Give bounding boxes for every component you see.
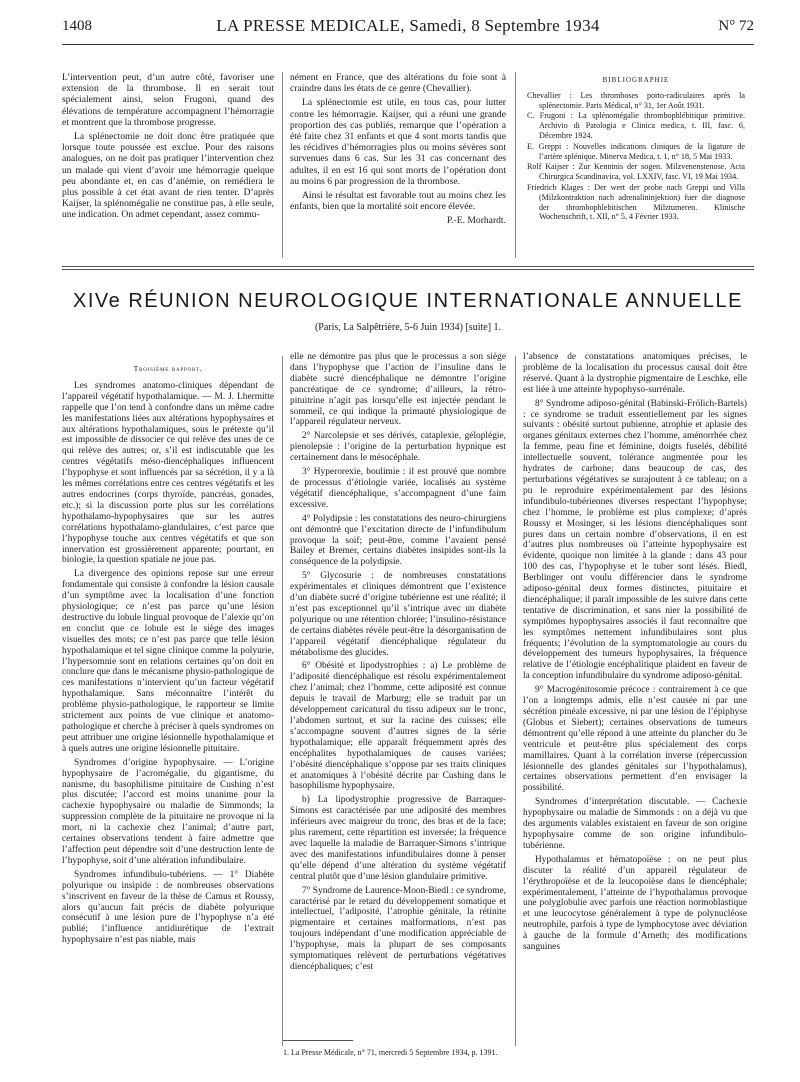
paragraph: 6° Obésité et lipodystrophies : a) Le problème de l’adiposité diencéphalique est résolu expérimentalement chez l’animal; chez l’homme, cette adiposité est connue depuis le travail de Marburg; elle se traduit par un développement caricatural du tissu adipeux sur le tronc, l’abdomen surtout, et sur la racine des cuisses; elle s’accompagne souvent d’autres signes de la série hypothalamique; elle apparaît fréquemment après des encéphalites hypothalamiques de causes variées; l’obésité diencéphalique s’oppose par ses traits cliniques et anatomiques à l’obésité décrite par Cushing dans le basophilisme hypophysaire. [290,661,506,792]
paragraph: elle ne démontre pas plus que le processus a son siège dans l’hypophyse que l’action de l’insuline dans le diabète sucré diencéphalique ne démontre l’origine pancréatique de ce syndrome; d’ailleurs, la rétro-pituitrine n’agit pas lorsqu’elle est injectée pendant le sommeil, ce qui indique la primauté physiologique de l’appareil régulateur nerveux. [290,352,506,428]
paragraph: L’intervention peut, d’un autre côté, favoriser une extension de la thrombose. Il en serait tout spécialement ainsi, selon Frugoni, quand des élévations de température accompagnent l’hémorragie et montrent que la thrombose progresse. [62,72,274,128]
article-column-2 [290,352,506,976]
paragraph: 4° Polydipsie : les constatations des neuro-chirurgiens ont démontré que l’excitation directe de l’infundibulum provoque la soif; peut-être, comme l’avaient pensé Bailey et Bremer, certains diabètes insipides sont-ils la conséquence de la polydipsie. [290,513,506,568]
column-divider [282,356,283,1046]
paragraph: 3° Hyperorexie, boulimie : il est prouvé que nombre de processus d’étiologie variée, localisés au système végétatif diencéphalique, s’accompagnent d’une faim excessive. [290,467,506,510]
article-subtitle: (Paris, La Salpêtrière, 5-6 Juin 1934) [suite] 1. [314,322,502,333]
top-column-2 [290,72,506,227]
journal-title: LA PRESSE MEDICALE, Samedi, 8 Septembre 1934 [216,16,600,35]
bibliography-entry: Friedrich Klages : Der wert der probe nach Greppi und Villa (Milzkontraktion nach adrenalininjektion) fuer die diagnose der thrombophlebitischen Milztumeren. Klinische Wochenschrift, t. XII, n° 5, 4 Février 1933. [527,182,745,222]
paragraph: 2° Narcolepsie et ses dérivés, cataplexie, géloplégie, pienolepsie : l’origine de la perturbation hypnique est certainement dans le mésocéphale. [290,431,506,464]
section-rule [62,269,754,270]
paragraph: La splénectomie est utile, en tous cas, pour lutter contre les hémorragie. Kaijser, qui a réuni une grande proportion des cas publiés, remarque que l’opération a été faite chez 31 enfants et que 4 sont morts tandis que les récidives d’hémorragies plus ou moins sévères sont survenues dans 6 cas. Sur les 31 cas concernant des adultes, il en est 16 qui sont morts de l’opération dont au moins 6 par progression de la thrombose. [290,97,506,187]
footnote-rule [283,1040,353,1041]
paragraph: 5° Glycosurie : de nombreuses constatations expérimentales et cliniques démontrent que l’existence d’un diabète sucré d’origine tubérienne est une réalité; il n’est pas exceptionnel qu’il s’intrique avec un diabète polyurique ou une rétention chlorée; l’insulino-résistance de certains diabètes révèle peut-être la désorganisation de l’appareil végétatif diencéphalique régulateur du métabolisme des glucides. [290,571,506,658]
footnote: 1. La Presse Médicale, n° 71, mercredi 5 Septembre 1934, p. 1391. [283,1048,498,1057]
paragraph: l’absence de constatations anatomiques précises, le problème de la localisation du processus causal doit être réservé. Quant à la dystrophie pigmentaire de Leschke, elle est liée à une atteinte hypophyso-surrénale. [523,352,747,395]
paragraph: Ainsi le résultat est favorable tout au moins chez les enfants, bien que la mortalité soit encore élevée. [290,190,506,213]
paragraph: Les syndromes anatomo-cliniques dépendant de l’appareil végétatif hypothalamique. — M. J. Lhermitte rappelle que l’on tend à confondre dans un même cadre les manifestations liées aux altérations hypophysaires et aux altérations hypothalamiques, sous le prétexte qu’il est impossible de dissocier ce qui relève des unes de ce qui relève des autres; or, s’il est indiscutable que les centres végétatifs méso-diencéphaliques influencent l’hypophyse et sont influencés par sa sécrétion, il y a là les mêmes corrélations entre ces centres végétatifs et les autres endocrines (corps thyroïde, pancréas, gonades, etc.); si la discussion porte plus sur les corrélations hypothalamo-hypophysaires que sur les autres corrélations hypothalamo-glandulaires, c’est parce que l’hypophyse touche aux centres végétatifs et que son innervation est grossièrement apparente; pourtant, en biologie, la question spatiale ne joue pas. [62,380,274,566]
paragraph: Hypothalamus et hématopoïèse : on ne peut plus discuter la réalité d’un appareil régulateur de l’érythropoïèse et de la leucopoïèse dans le diencéphale; expérimentalement, l’atteinte de l’hypothalamus provoque une polyglobulie avec parfois une réaction normoblastique et une leucocytose généralement à type de polynucléose neutrophile, parfois à type de lymphocytose avec déviation à gauche de la formule d’Arneth; des modifications sanguines [523,854,747,953]
column-divider [282,72,283,258]
article-title: XIVe RÉUNION NEUROLOGIQUE INTERNATIONALE ANNUELLE [73,290,743,312]
paragraph: Syndromes d’origine hypophysaire. — L’origine hypophysaire de l’acromégalie, du gigantisme, du nanisme, du basophilisme pituitaire de Cushing n’est plus discutée; l’accord est moins unanime pour la cachexie hypophysaire ou maladie de Simmonds; la suppression complète de la pituitaire ne provoque ni la mort, ni la cachexie chez l’animal; d’autre part, certaines observations tendent à faire admettre que l’affection peut dépendre soit d’une destruction lente de l’hypophyse, soit d’une altération infundibulaire. [62,757,274,866]
paragraph: Syndromes d’interprétation discutable. — Cachexie hypophysaire ou maladie de Simmonds : on a déjà vu que des arguments valables existaient en faveur de son origine hypophysaire comme de son origine infundibulo-tubérienne. [523,797,747,851]
paragraph: 8° Syndrome adiposo-génital (Babinski-Frölich-Bartels) : ce syndrome se traduit essentiellement par les signes suivants : obésité surtout pubienne, atrophie et aplasie des organes génitaux externes chez l’homme, aménorrhée chez la femme, peau fine et féminine, doigts fuselés, débilité intellectuelle souvent, tolérance augmentée pour les hydrates de carbone; dans beaucoup de cas, des perturbations végétatives se surajoutent à ce tableau; on a pu le reproduire expérimentalement par des lésions infundibulo-tubériennes diverses respectant l’hypophyse; chez l’homme, le problème est plus complexe; d’après Roussy et Mosinger, si les lésions diencéphaliques sont pures dans un certain nombre d’observations, il en est d’autres plus nombreuses où l’atteinte hypophysaire est évidente, quoique non limitée à la glande : dans 43 pour 100 des cas, l’hypophyse et le tuber sont lésés. Biedl, Berblinger ont voulu différencier dans le syndrome adiposo-génital deux formes distinctes, pituitaire et diencéphalique; il paraît impossible de les suivre dans cette tentative de discrimination, et sans nier la possibilité de symptômes hypophysaires associés il faut reconnaître que les symptômes nettement infundibulaires sont plus fréquents; l’évolution de la symptomatologie au cours du développement des tumeurs hypophysaires, la fréquence relative de l’étiologie encéphalitique plaident en faveur de la conception infundibulaire du syndrome adiposo-génital. [523,398,747,682]
author-signature: P.-E. Morhardt. [446,215,506,227]
bibliography [527,76,745,223]
column-divider [515,356,516,1046]
paragraph: 7° Syndrome de Laurence-Moon-Biedl : ce syndrome, caractérisé par le retard du développement somatique et intellectuel, l’adiposité, l’atrophie génitale, la rétinite pigmentaire et certaines malformations, n’est pas toujours indépendant d’une modification appréciable de l’hypophyse, mais la plupart de ses composants symptomatiques relèvent de perturbations végétatives diencéphaliques; c’est [290,885,506,972]
column-divider [515,72,516,258]
article-column-1 [62,364,274,949]
page-number: 1408 [62,18,92,34]
bibliography-entry: Rolf Kaijser : Zur Kenntnis der sogen. Milzvenenstenose. Acta Chirurgica Scandinavica, vol. LXXIV, fasc. VI, 19 Mai 1934. [527,162,745,182]
paragraph: nément en France, que des altérations du foie sont à craindre dans les états de ce genre (Chevallier). [290,72,506,95]
article-column-3 [523,352,747,956]
top-column-1 [62,72,274,224]
page-header [62,16,754,38]
bibliography-heading: BIBLIOGRAPHIE [602,76,670,84]
paragraph: 9° Macrogénitosomie précoce : contrairement à ce que l’on a longtemps admis, elle n’est causée ni par une sécrétion pinéale excessive, ni par une lésion de l’épiphyse (Globus et Siebert); certaines observations de tumeurs démontrent qu’elle répond à une atteinte du plancher du 3e ventricule et peut-être plus spécialement des corps mamillaires. Quant à la corrélation inverse (répercussion lésionnelle des glandes génitales sur l’hypothalamus), certaines observations permettent d’en envisager la possibilité. [523,685,747,794]
header-rule [62,44,754,45]
paragraph: La splénectomie ne doit donc être pratiquée que lorsque toute poussée est exclue. Pour des raisons analogues, on ne doit pas pratiquer l’intervention chez un malade qui vient d’avoir une hémorragie quelque peu abondante et, en cas d’anémie, on remédiera le plus possible à cet état avant de rien tenter. D’après Kaijser, la splénomégalie ne constitue pas, à elle seule, une indication. On admet cependant, assez commu- [62,131,274,221]
bibliography-entry: Chevallier : Les thromboses porto-radiculaires après la splénectomie. Paris Médical, n° 31, 1er Août 1931. [527,90,745,110]
paragraph: La divergence des opinions repose sur une erreur fondamentale qui consiste à confondre la lésion causale d’un symptôme avec la localisation d’une fonction physiologique; ce n’est pas parce qu’une lésion destructive du lobule lingual provoque de l’alexie qu’on en conclut que ce lobule est le siège des images visuelles des mots; ce n’est pas parce que telle lésion hypothalamique et tel signe clinique comme la polyurie, l’hypersomnie sont en relations certaines qu’on doit en conclure que dans le mécanisme physio-pathologique de ces manifestations n’intervient qu’un facteur végétatif hypothalamique. Sans méconnaître l’intérêt du problème physio-pathologique, le rapporteur se limite strictement aux points de vue clinique et anatomo-pathologique et cherche à préciser à quels syndromes on peut attribuer une origine lésionnelle hypothalamique et à quels autres une origine lésionnelle pituitaire. [62,569,274,754]
issue-number: N° 72 [718,18,754,34]
bibliography-entry: C. Frugoni : La splénomégalie thrombophlébitique primitive. Archivio di Patologia e Clinica medica, t. III, fasc. 6, Décembre 1924. [527,111,745,140]
section-heading: Troisième rapport. [133,364,203,373]
section-rule [62,266,754,267]
paragraph: Syndromes infundibulo-tubériens. — 1° Diabète polyurique ou insipide : de nombreuses observations s’inscrivent en faveur de la thèse de Camus et Roussy, alors qu’aucun fait précis de diabète polyurique consécutif à une lésion pure de l’hypophyse n’a été publié; l’influence antidiurétique de l’extrait hypophysaire n’est pas niable, mais [62,869,274,946]
paragraph: b) La lipodystrophie progressive de Barraquer-Simons est caractérisée par une adiposité des membres inférieurs avec maigreur du tronc, des bras et de la face; plus rarement, cette répartition est inversée; la fréquence avec laquelle la maladie de Barraquer-Simons s’intrique avec des manifestations infundibulaires donne à penser qu’elle dépend d’une altération du système végétatif central plutôt que d’une lésion glandulaire primitive. [290,795,506,882]
bibliography-entry: E. Greppi : Nouvelles indications cliniques de la ligature de l’artère splénique. Minerva Medica, t. 1, n° 18, 5 Mai 1933. [527,141,745,161]
